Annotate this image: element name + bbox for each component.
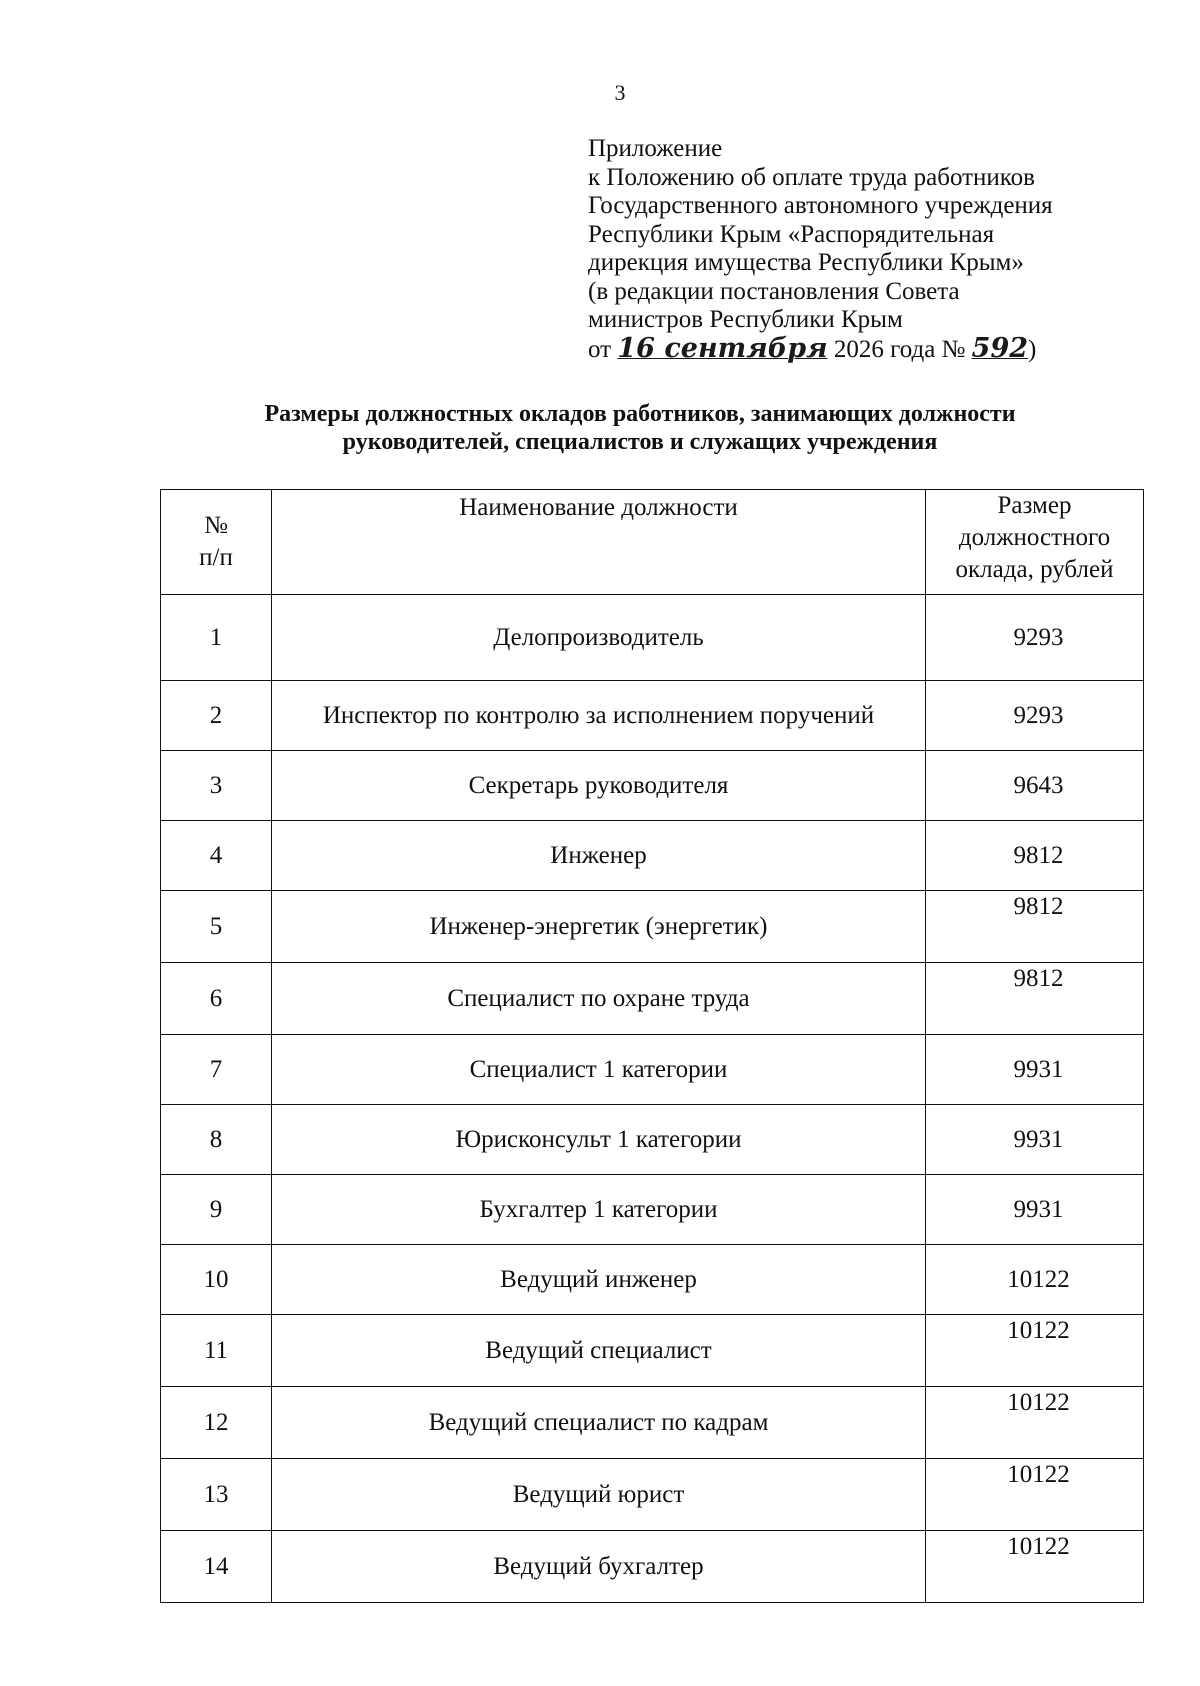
table-row	[161, 751, 1144, 821]
date-suffix: 2026 года №	[833, 335, 966, 363]
position-name: Специалист 1 категории	[272, 1035, 926, 1105]
table-row	[161, 1035, 1144, 1105]
salary-value: 9812	[926, 963, 1144, 1035]
appendix-line: Республики Крым «Распорядительная	[588, 220, 995, 248]
row-number: 11	[161, 1315, 272, 1387]
table-row	[161, 1175, 1144, 1245]
row-number: 2	[161, 681, 272, 751]
row-number: 13	[161, 1459, 272, 1531]
row-number: 10	[161, 1245, 272, 1315]
position-name: Ведущий инженер	[272, 1245, 926, 1315]
salary-value: 10122	[926, 1315, 1144, 1387]
salary-value: 10122	[926, 1531, 1144, 1603]
appendix-date-line	[588, 332, 1053, 365]
header-number-line: №	[204, 512, 228, 539]
table-row	[161, 1531, 1144, 1603]
closing-paren: )	[1028, 335, 1037, 363]
row-number: 6	[161, 963, 272, 1035]
document-title	[150, 400, 1130, 456]
position-name: Ведущий специалист по кадрам	[272, 1387, 926, 1459]
title-line-2: руководителей, специалистов и служащих учреждения	[342, 429, 938, 455]
row-number: 12	[161, 1387, 272, 1459]
salary-value: 9812	[926, 891, 1144, 963]
row-number: 8	[161, 1105, 272, 1175]
position-name: Ведущий специалист	[272, 1315, 926, 1387]
row-number: 3	[161, 751, 272, 821]
table-row	[161, 595, 1144, 681]
position-name: Инспектор по контролю за исполнением поручений	[272, 681, 926, 751]
header-salary-line: оклада, рублей	[955, 556, 1114, 583]
position-name: Бухгалтер 1 категории	[272, 1175, 926, 1245]
header-position-name: Наименование должности	[272, 490, 926, 595]
position-name: Секретарь руководителя	[272, 751, 926, 821]
table-row	[161, 1105, 1144, 1175]
table-row	[161, 891, 1144, 963]
appendix-line: Приложение	[588, 135, 723, 162]
table-row	[161, 821, 1144, 891]
row-number: 14	[161, 1531, 272, 1603]
position-name: Делопроизводитель	[272, 595, 926, 681]
appendix-line: министров Республики Крым	[588, 306, 903, 333]
row-number: 5	[161, 891, 272, 963]
table-row	[161, 1387, 1144, 1459]
salary-value: 9931	[926, 1035, 1144, 1105]
appendix-line: (в редакции постановления Совета	[588, 277, 960, 305]
table-row	[161, 681, 1144, 751]
salary-value: 10122	[926, 1459, 1144, 1531]
appendix-header	[588, 135, 1053, 364]
salary-table	[160, 489, 1144, 1603]
salary-value: 9643	[926, 751, 1144, 821]
position-name: Юрисконсульт 1 категории	[272, 1105, 926, 1175]
handwritten-number: 592	[971, 332, 1029, 364]
appendix-line: Государственного автономного учреждения	[588, 192, 1053, 219]
table-row	[161, 1245, 1144, 1315]
position-name: Ведущий юрист	[272, 1459, 926, 1531]
row-number: 1	[161, 595, 272, 681]
salary-value: 9812	[926, 821, 1144, 891]
position-name: Специалист по охране труда	[272, 963, 926, 1035]
position-name: Инженер-энергетик (энергетик)	[272, 891, 926, 963]
header-salary	[926, 490, 1144, 595]
title-line-1: Размеры должностных окладов работников, занимающих должности	[264, 401, 1016, 427]
table-row	[161, 1315, 1144, 1387]
salary-value: 9293	[926, 681, 1144, 751]
appendix-line: дирекция имущества Республики Крым»	[588, 249, 1024, 276]
header-salary-line: Размер	[997, 492, 1072, 519]
header-salary-line: должностного	[958, 524, 1111, 551]
salary-value: 9931	[926, 1175, 1144, 1245]
position-name: Ведущий бухгалтер	[272, 1531, 926, 1603]
handwritten-date: 16 сентября	[617, 332, 828, 364]
date-prefix: от	[588, 335, 612, 363]
salary-value: 10122	[926, 1387, 1144, 1459]
row-number: 4	[161, 821, 272, 891]
salary-value: 9931	[926, 1105, 1144, 1175]
appendix-line: к Положению об оплате труда работников	[588, 163, 1035, 191]
salary-value: 9293	[926, 595, 1144, 681]
table-row	[161, 963, 1144, 1035]
table-header-row	[161, 490, 1144, 595]
row-number: 7	[161, 1035, 272, 1105]
page-number: 3	[614, 80, 626, 105]
header-number	[161, 490, 272, 595]
header-number-line: п/п	[199, 544, 233, 571]
salary-value: 10122	[926, 1245, 1144, 1315]
table-row	[161, 1459, 1144, 1531]
position-name: Инженер	[272, 821, 926, 891]
row-number: 9	[161, 1175, 272, 1245]
